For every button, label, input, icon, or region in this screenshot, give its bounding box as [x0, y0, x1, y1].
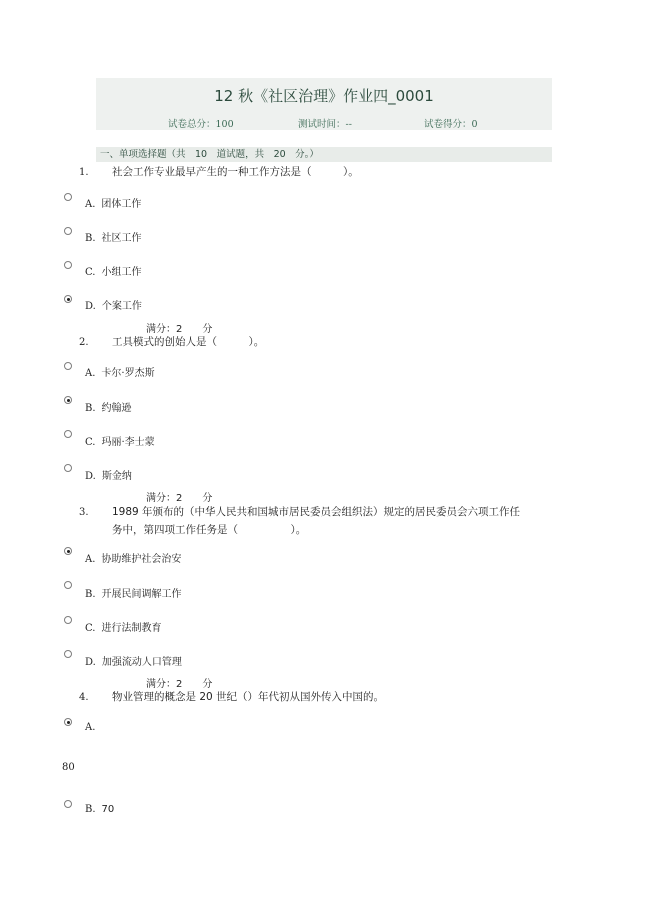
radio-q1-a[interactable] [64, 193, 72, 201]
question-text: 社会工作专业最早产生的一种工作方法是（ ）。 [112, 166, 359, 178]
radio-q2-b[interactable] [64, 396, 72, 404]
score-label: 满分：2 分 [146, 493, 213, 504]
total-score-label: 试卷总分：100 [168, 119, 234, 130]
radio-q3-c[interactable] [64, 616, 72, 624]
page-title: 12 秋《社区治理》作业四_0001 [214, 87, 434, 105]
radio-q4-b[interactable] [64, 800, 72, 808]
radio-q1-c[interactable] [64, 261, 72, 269]
radio-q1-b[interactable] [64, 227, 72, 235]
radio-q2-c[interactable] [64, 430, 72, 438]
option-q2-b: B. 约翰逊 [85, 403, 132, 414]
option-q3-d: D. 加强流动人口管理 [85, 657, 182, 668]
radio-q2-a[interactable] [64, 362, 72, 370]
radio-q1-d[interactable] [64, 295, 72, 303]
question-text-line2: 务中，第四项工作任务是（ ）。 [112, 524, 307, 536]
option-q4-a-value: 80 [62, 762, 75, 773]
radio-q3-a[interactable] [64, 547, 72, 555]
section-header: 一、单项选择题（共 10 道试题，共 20 分。） [96, 147, 552, 162]
option-q3-b: B. 开展民间调解工作 [85, 589, 182, 600]
score-label: 满分：2 分 [146, 324, 213, 335]
option-q2-c: C. 玛丽·李士蒙 [85, 437, 155, 448]
question-number: 2. [79, 337, 89, 348]
option-q4-b: B. 70 [85, 804, 115, 815]
option-q1-c: C. 小组工作 [85, 267, 142, 278]
radio-q4-a[interactable] [64, 718, 72, 726]
question-text: 物业管理的概念是 20 世纪（）年代初从国外传入中国的。 [112, 691, 385, 703]
option-q3-c: C. 进行法制教育 [85, 623, 162, 634]
question-number: 4. [79, 692, 89, 703]
test-time-label: 测试时间：-- [298, 119, 352, 130]
question-number: 1. [79, 167, 89, 178]
option-q1-d: D. 个案工作 [85, 301, 142, 312]
question-number: 3. [79, 507, 89, 518]
exam-header [96, 78, 552, 130]
radio-q2-d[interactable] [64, 464, 72, 472]
question-text: 工具模式的创始人是（ ）。 [112, 336, 265, 348]
option-q3-a: A. 协助维护社会治安 [85, 554, 182, 565]
score-label: 满分：2 分 [146, 679, 213, 690]
exam-score-label: 试卷得分：0 [424, 119, 478, 130]
option-q4-a: A. [85, 722, 96, 733]
option-q1-a: A. 团体工作 [85, 199, 142, 210]
question-text-line1: 1989 年颁布的（中华人民共和国城市居民委员会组织法）规定的居民委员会六项工作任 [112, 506, 521, 518]
radio-q3-d[interactable] [64, 650, 72, 658]
option-q1-b: B. 社区工作 [85, 233, 142, 244]
radio-q3-b[interactable] [64, 581, 72, 589]
option-q2-a: A. 卡尔·罗杰斯 [85, 368, 155, 379]
option-q2-d: D. 斯金纳 [85, 471, 132, 482]
